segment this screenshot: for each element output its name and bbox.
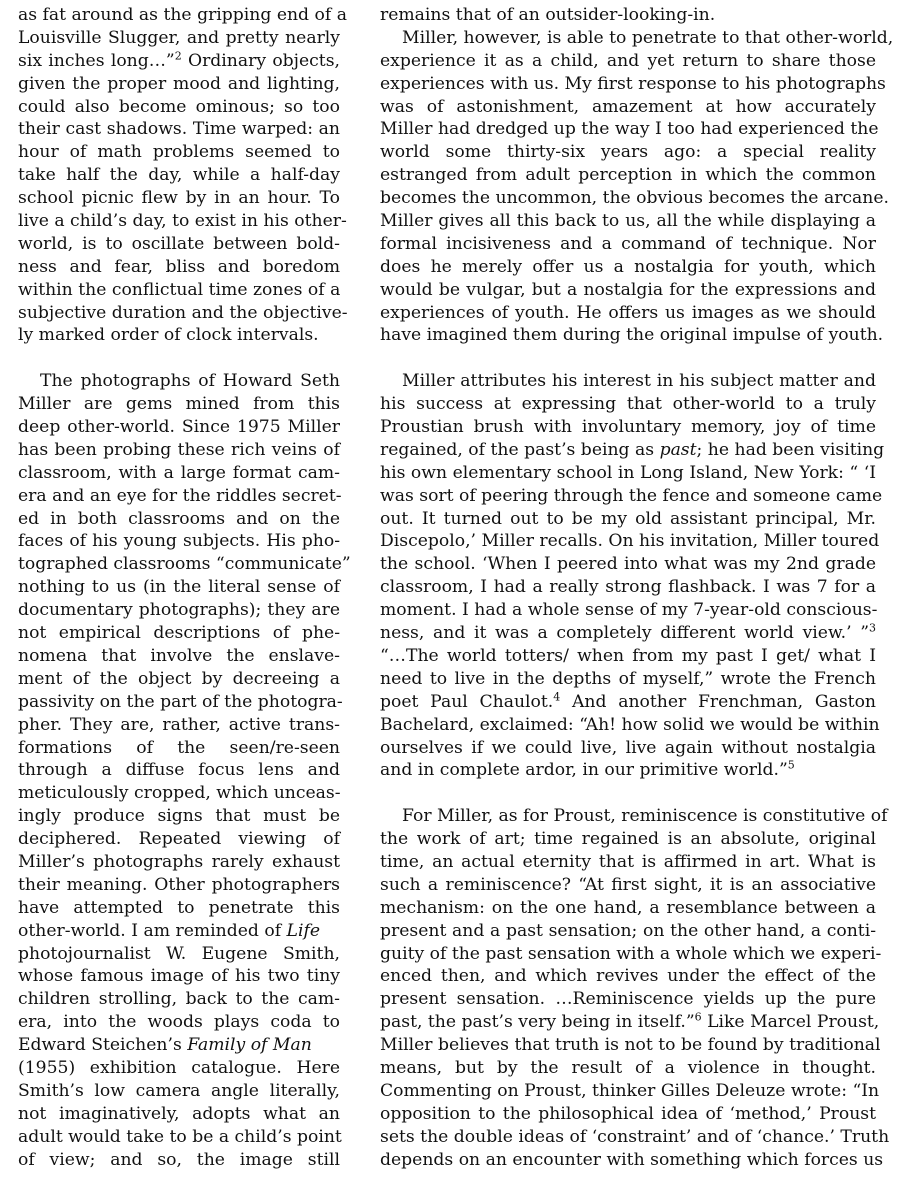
text-line: Miller gives all this back to us, all the while displaying a bbox=[380, 211, 876, 232]
text-line bbox=[18, 1034, 340, 1057]
text-line: nothing to us (in the literal sense of bbox=[18, 577, 340, 598]
text-line: adult would take to be a child’s point bbox=[18, 1126, 342, 1147]
right-paragraph-3 bbox=[380, 805, 890, 1171]
text-line: through a diffuse focus lens and bbox=[18, 760, 340, 781]
text-line: take half the day, while a half-day bbox=[18, 165, 340, 186]
text-line: experiences with us. My first response to his photographs bbox=[380, 73, 886, 94]
text-line: nomena that involve the enslave- bbox=[18, 645, 340, 666]
text-segment: poet Paul Chaulot. bbox=[380, 691, 554, 712]
text-line: “…The world totters/ when from my past I get/ what I bbox=[380, 645, 876, 666]
text-line: experiences of youth. He offers us images as we should bbox=[380, 302, 876, 323]
text-line: For Miller, as for Proust, reminiscence is constitutive of bbox=[402, 806, 888, 827]
text-line bbox=[380, 1010, 880, 1034]
footnote-ref: 3 bbox=[869, 621, 876, 635]
text-line: Bachelard, exclaimed: “Ah! how solid we would be within bbox=[380, 714, 880, 735]
text-line bbox=[380, 439, 885, 462]
text-line: their cast shadows. Time warped: an bbox=[18, 119, 340, 140]
text-line: becomes the uncommon, the obvious becomes the arcane. bbox=[380, 188, 889, 209]
text-line: sets the double ideas of ‘constraint’ and of ‘chance.’ Truth bbox=[380, 1126, 890, 1147]
italic-title: Family of Man bbox=[187, 1035, 312, 1056]
text-line: Proustian brush with involuntary memory, joy of time bbox=[380, 417, 876, 438]
text-line: ed in both classrooms and on the bbox=[18, 508, 340, 529]
text-line: has been probing these rich veins of bbox=[18, 439, 340, 460]
text-line: present and a past sensation; on the other hand, a conti- bbox=[380, 920, 876, 941]
text-line: Louisville Slugger, and pretty nearly bbox=[18, 27, 340, 48]
text-segment: Edward Steichen’s bbox=[18, 1035, 188, 1056]
text-line bbox=[18, 50, 340, 73]
footnote-ref: 5 bbox=[787, 758, 795, 772]
text-line: out. It turned out to be my old assistant principal, Mr. bbox=[380, 508, 876, 529]
text-line: guity of the past sensation with a whole which we experi- bbox=[380, 943, 882, 964]
text-segment: ness, and it was a completely different world view.’ ” bbox=[380, 623, 869, 644]
text-line: Miller believes that truth is not to be found by traditional bbox=[380, 1035, 881, 1056]
text-line: ness and fear, bliss and boredom bbox=[18, 256, 340, 277]
text-line: Miller had dredged up the way I too had experienced the bbox=[380, 119, 879, 140]
text-line: mechanism: on the one hand, a resemblance between a bbox=[380, 897, 876, 918]
text-line: era and an eye for the riddles secret- bbox=[18, 485, 342, 506]
text-line: within the conflictual time zones of a bbox=[18, 279, 341, 300]
text-line: classroom, with a large format cam- bbox=[18, 462, 340, 483]
right-paragraph-2 bbox=[380, 370, 885, 782]
text-line: formal incisiveness and a command of technique. Nor bbox=[380, 233, 876, 254]
text-line: was of astonishment, amazement at how accurately bbox=[380, 96, 876, 117]
text-line: Miller attributes his interest in his subject matter and bbox=[402, 371, 876, 392]
text-line: pher. They are, rather, active trans- bbox=[18, 714, 340, 735]
text-line: experience it as a child, and yet return to share those bbox=[380, 50, 876, 71]
text-line: not empirical descriptions of phe- bbox=[18, 623, 340, 644]
text-line: ment of the object by decreeing a bbox=[18, 668, 340, 689]
text-line: does he merely offer us a nostalgia for youth, which bbox=[380, 256, 876, 277]
right-column bbox=[380, 4, 894, 1171]
footnote-ref: 6 bbox=[694, 1010, 702, 1024]
text-line: world, is to oscillate between bold- bbox=[18, 233, 340, 254]
text-line: enced then, and which revives under the effect of the bbox=[380, 966, 876, 987]
text-line: Miller, however, is able to penetrate to that other-world, bbox=[402, 27, 894, 48]
text-line: means, but by the result of a violence in thought. bbox=[380, 1057, 876, 1078]
footnote-ref: 2 bbox=[174, 49, 182, 63]
text-line: Discepolo,’ Miller recalls. On his invitation, Miller toured bbox=[380, 531, 880, 552]
text-line: era, into the woods plays coda to bbox=[18, 1012, 340, 1033]
text-line: hour of math problems seemed to bbox=[18, 142, 340, 163]
italic-word: past bbox=[659, 439, 697, 460]
text-line: the school. ‘When I peered into what was my 2nd grade bbox=[380, 554, 876, 575]
text-line: classroom, I had a really strong flashback. I was 7 for a bbox=[380, 577, 876, 598]
left-paragraph-1 bbox=[18, 4, 348, 347]
text-line bbox=[380, 759, 876, 782]
text-line: such a reminiscence? “At first sight, it is an associative bbox=[380, 874, 876, 895]
text-line: deep other-world. Since 1975 Miller bbox=[18, 417, 340, 438]
text-line: ourselves if we could live, live again without nostalgia bbox=[380, 737, 876, 758]
text-line: his success at expressing that other-world to a truly bbox=[380, 394, 876, 415]
italic-title: Life bbox=[286, 920, 320, 941]
text-line: faces of his young subjects. His pho- bbox=[18, 531, 340, 552]
text-segment: ; he had been visiting bbox=[696, 439, 885, 460]
text-segment: and in complete ardor, in our primitive world.” bbox=[380, 760, 788, 781]
text-line: of view; and so, the image still bbox=[18, 1149, 340, 1170]
text-line: need to live in the depths of myself,” wrote the French bbox=[380, 668, 876, 689]
text-line bbox=[18, 920, 340, 943]
text-line: world some thirty-six years ago: a special reality bbox=[380, 142, 876, 163]
text-segment: six inches long…” bbox=[18, 50, 175, 71]
text-line: was sort of peering through the fence and someone came bbox=[380, 485, 883, 506]
text-line: depends on an encounter with something which forces us bbox=[380, 1149, 884, 1170]
text-line: moment. I had a whole sense of my 7-year-old conscious- bbox=[380, 600, 878, 621]
text-line: tographed classrooms “communicate” bbox=[18, 554, 351, 575]
text-line: Miller’s photographs rarely exhaust bbox=[18, 851, 340, 872]
right-paragraph-1 bbox=[380, 4, 894, 347]
text-segment: Ordinary objects, bbox=[181, 50, 340, 71]
text-line: ingly produce signs that must be bbox=[18, 806, 340, 827]
text-line: The photographs of Howard Seth bbox=[40, 371, 340, 392]
left-paragraph-2 bbox=[18, 370, 351, 1171]
text-line bbox=[380, 691, 876, 714]
text-line: remains that of an outsider-looking-in. bbox=[380, 5, 716, 25]
text-line: passivity on the part of the photogra- bbox=[18, 691, 343, 712]
text-segment: Like Marcel Proust, bbox=[701, 1012, 880, 1033]
text-line: children strolling, back to the cam- bbox=[18, 989, 340, 1010]
text-line: (1955) exhibition catalogue. Here bbox=[18, 1057, 340, 1078]
text-line: whose famous image of his two tiny bbox=[18, 966, 340, 987]
text-segment: regained, of the past’s being as bbox=[380, 439, 660, 460]
text-line: photojournalist W. Eugene Smith, bbox=[18, 943, 340, 964]
text-line: Commenting on Proust, thinker Gilles Deleuze wrote: “In bbox=[380, 1080, 880, 1101]
footnote-ref: 4 bbox=[553, 689, 561, 703]
text-line: formations of the seen/re-seen bbox=[18, 737, 340, 758]
text-line: could also become ominous; so too bbox=[18, 96, 340, 117]
text-segment: past, the past’s very being in itself.” bbox=[380, 1012, 695, 1033]
text-segment: And another Frenchman, Gaston bbox=[560, 691, 876, 712]
text-line: meticulously cropped, which unceas- bbox=[18, 783, 341, 804]
text-line: subjective duration and the objective- bbox=[18, 302, 348, 323]
text-line: their meaning. Other photographers bbox=[18, 874, 340, 895]
text-line: not imaginatively, adopts what an bbox=[18, 1103, 340, 1124]
text-line: Smith’s low camera angle literally, bbox=[18, 1080, 340, 1101]
text-line: ly marked order of clock intervals. bbox=[18, 325, 319, 346]
text-line: present sensation. …Reminiscence yields up the pure bbox=[380, 989, 876, 1010]
text-line: as fat around as the gripping end of a bbox=[18, 5, 347, 25]
text-line: time, an actual eternity that is affirmed in art. What is bbox=[380, 851, 876, 872]
text-line: estranged from adult perception in which the common bbox=[380, 165, 876, 186]
text-line: have attempted to penetrate this bbox=[18, 897, 340, 918]
text-line: deciphered. Repeated viewing of bbox=[18, 829, 340, 850]
text-line bbox=[380, 622, 876, 645]
text-line: school picnic flew by in an hour. To bbox=[18, 188, 340, 209]
left-column bbox=[18, 4, 351, 1171]
text-line: would be vulgar, but a nostalgia for the expressions and bbox=[380, 279, 876, 300]
text-line: given the proper mood and lighting, bbox=[18, 73, 340, 94]
text-line: opposition to the philosophical idea of ‘method,’ Proust bbox=[380, 1103, 876, 1124]
text-line: Miller are gems mined from this bbox=[18, 394, 340, 415]
text-segment: other-world. I am reminded of bbox=[18, 920, 287, 941]
text-line: have imagined them during the original impulse of youth. bbox=[380, 325, 884, 346]
text-line: documentary photographs); they are bbox=[18, 600, 340, 621]
text-line: his own elementary school in Long Island, New York: “ ‘I bbox=[380, 462, 876, 483]
text-line: live a child’s day, to exist in his other- bbox=[18, 211, 347, 232]
text-line: the work of art; time regained is an absolute, original bbox=[380, 829, 876, 850]
